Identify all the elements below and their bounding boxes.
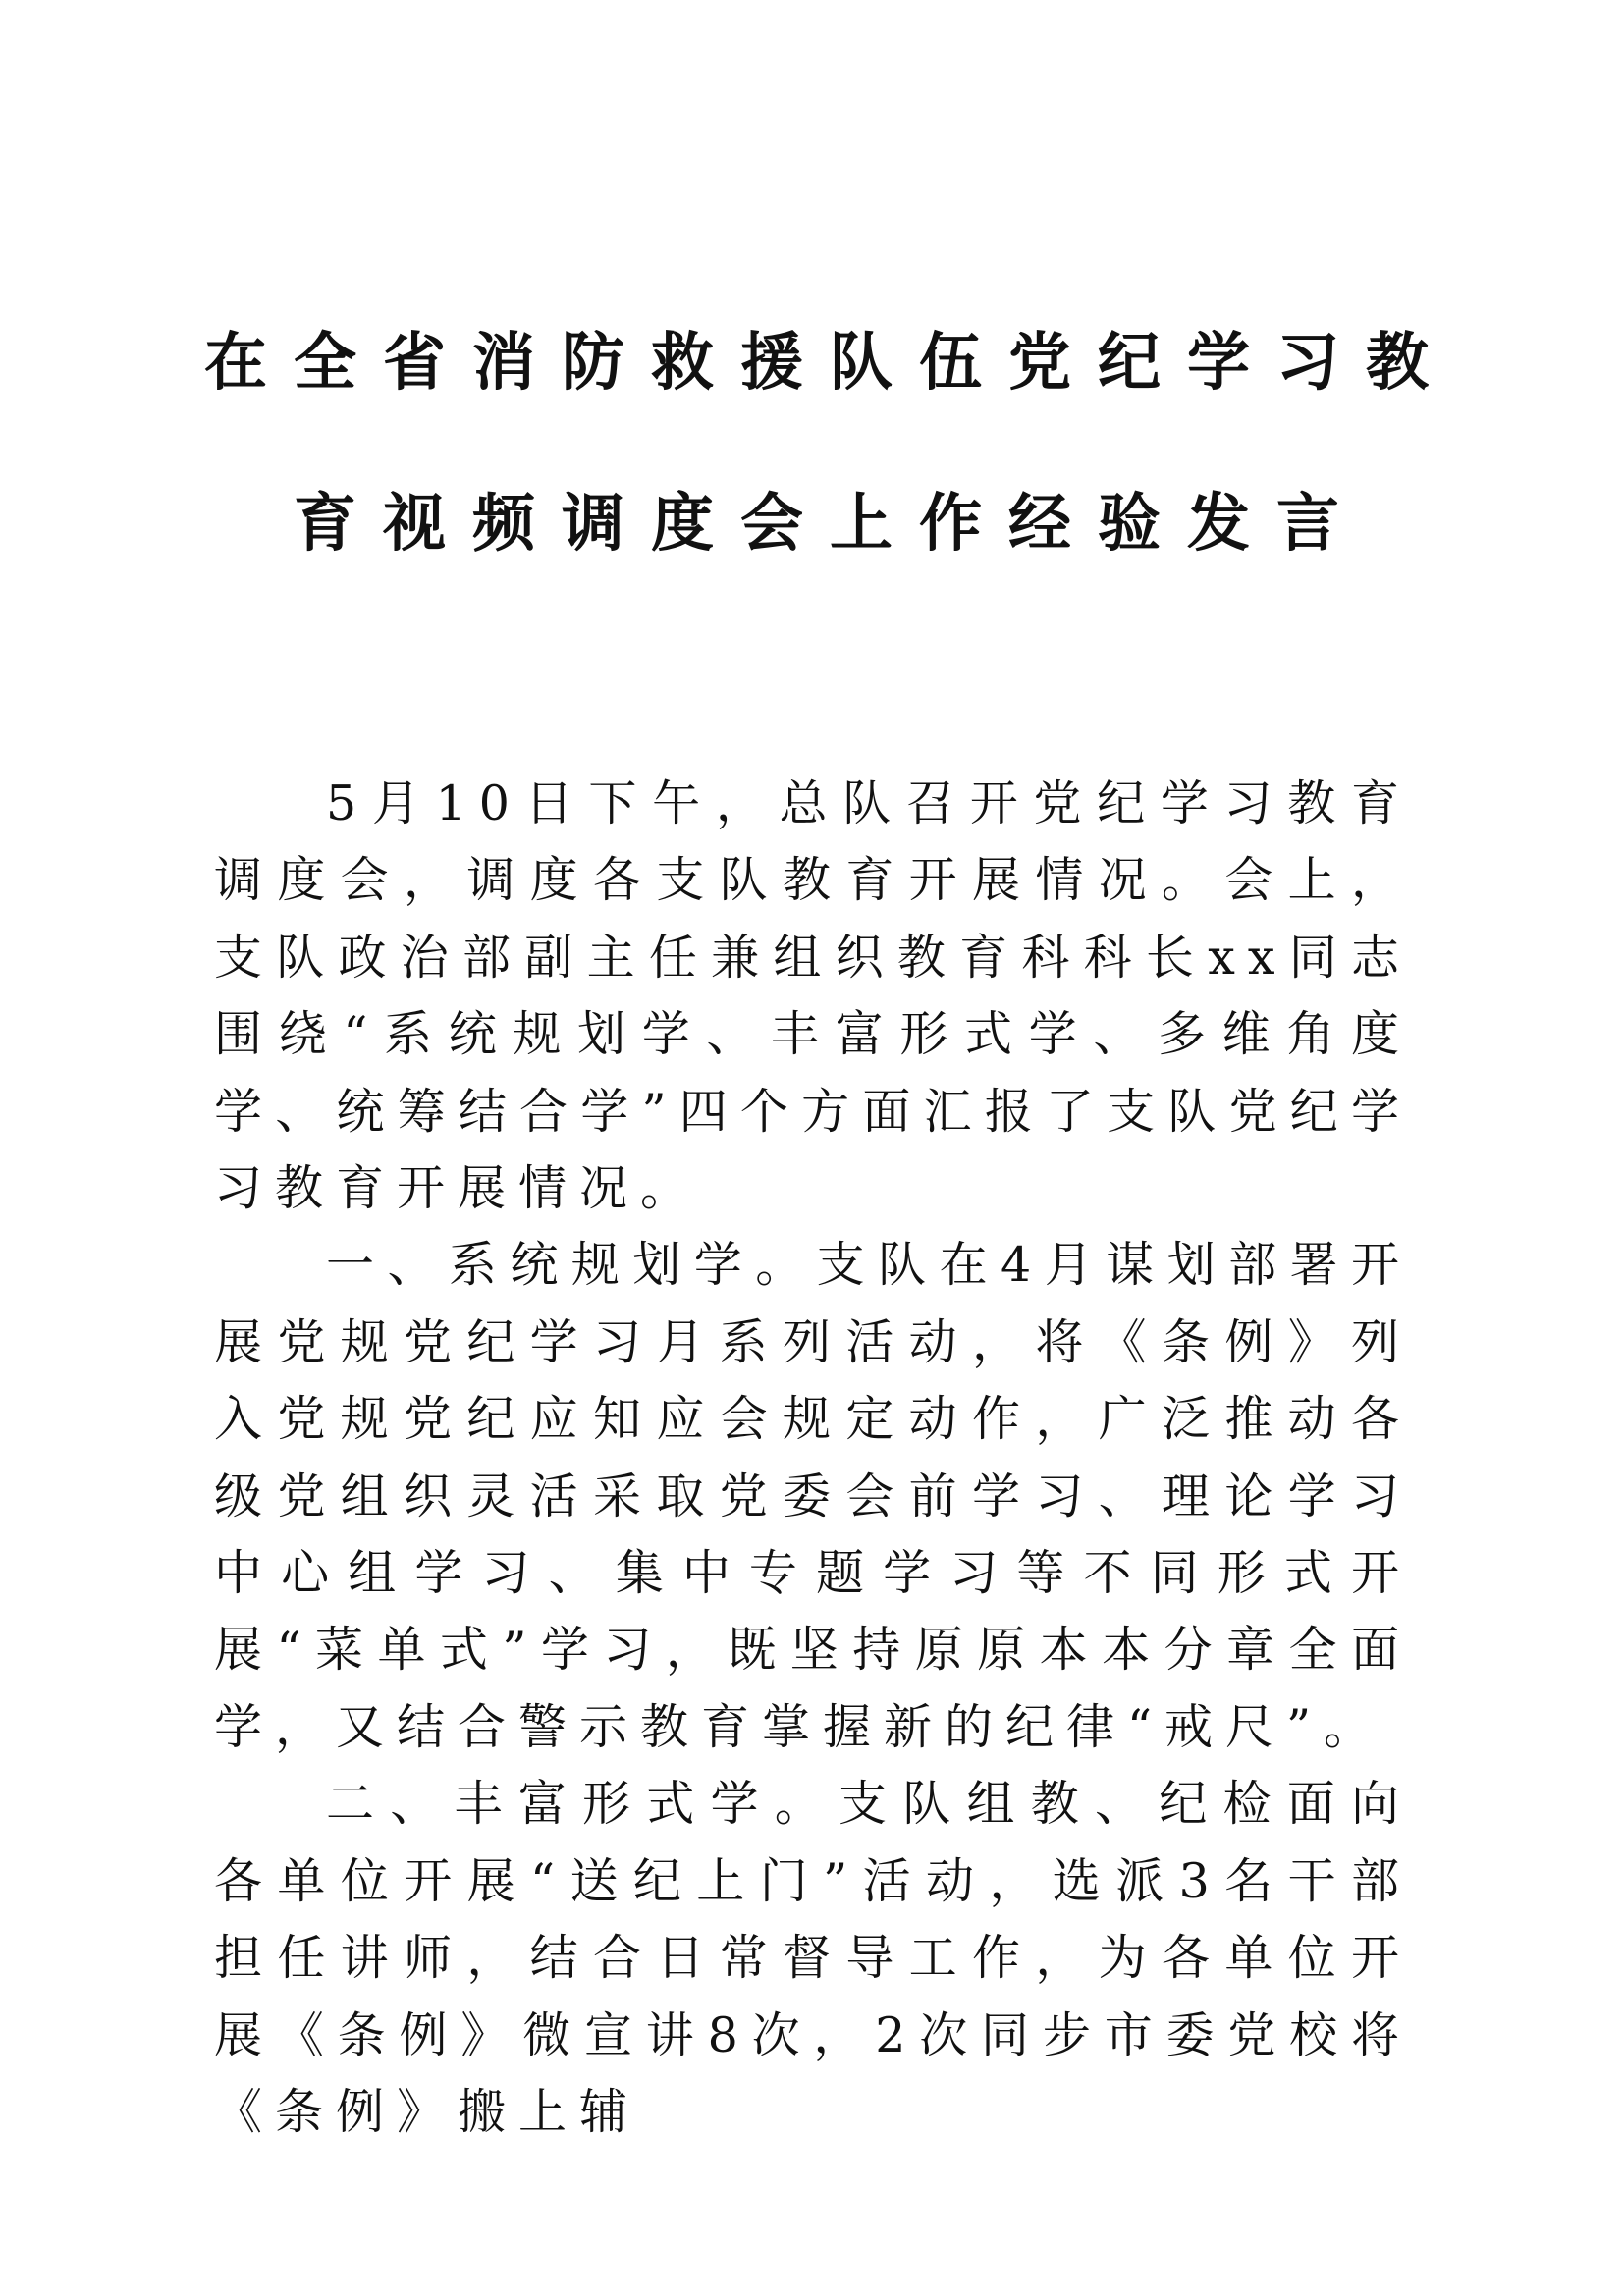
paragraph-intro: 5月10日下午，总队召开党纪学习教育调度会，调度各支队教育开展情况。会上，支队政治部副主任兼组织教育科科长xx同志围绕“系统规划学、丰富形式学、多维角度学、统筹结合学”四个方面汇报了支队党纪学习教育开展情况。 xyxy=(214,775,1412,1217)
paragraph-section-2: 二、丰富形式学。支队组教、纪检面向各单位开展“送纪上门”活动，选派3名干部担任讲师，结合日常督导工作，为各单位开展《条例》微宣讲8次，2次同步市委党校将《条例》搬上辅 xyxy=(214,1776,1412,2140)
document-title-line-1: 在全省消防救援队伍党纪学习教 xyxy=(204,327,1455,400)
document-body xyxy=(214,766,1412,2151)
paragraph-section-1: 一、系统规划学。支队在4月谋划部署开展党规党纪学习月系列活动，将《条例》列入党规党纪应知应会规定动作，广泛推动各级党组织灵活采取党委会前学习、理论学习中心组学习、集中专题学习等不同形式开展“菜单式”学习，既坚持原原本本分章全面学，又结合警示教育掌握新的纪律“戒尺”。 xyxy=(214,1237,1412,1755)
document-title-line-2: 育视频调度会上作经验发言 xyxy=(294,488,1366,561)
